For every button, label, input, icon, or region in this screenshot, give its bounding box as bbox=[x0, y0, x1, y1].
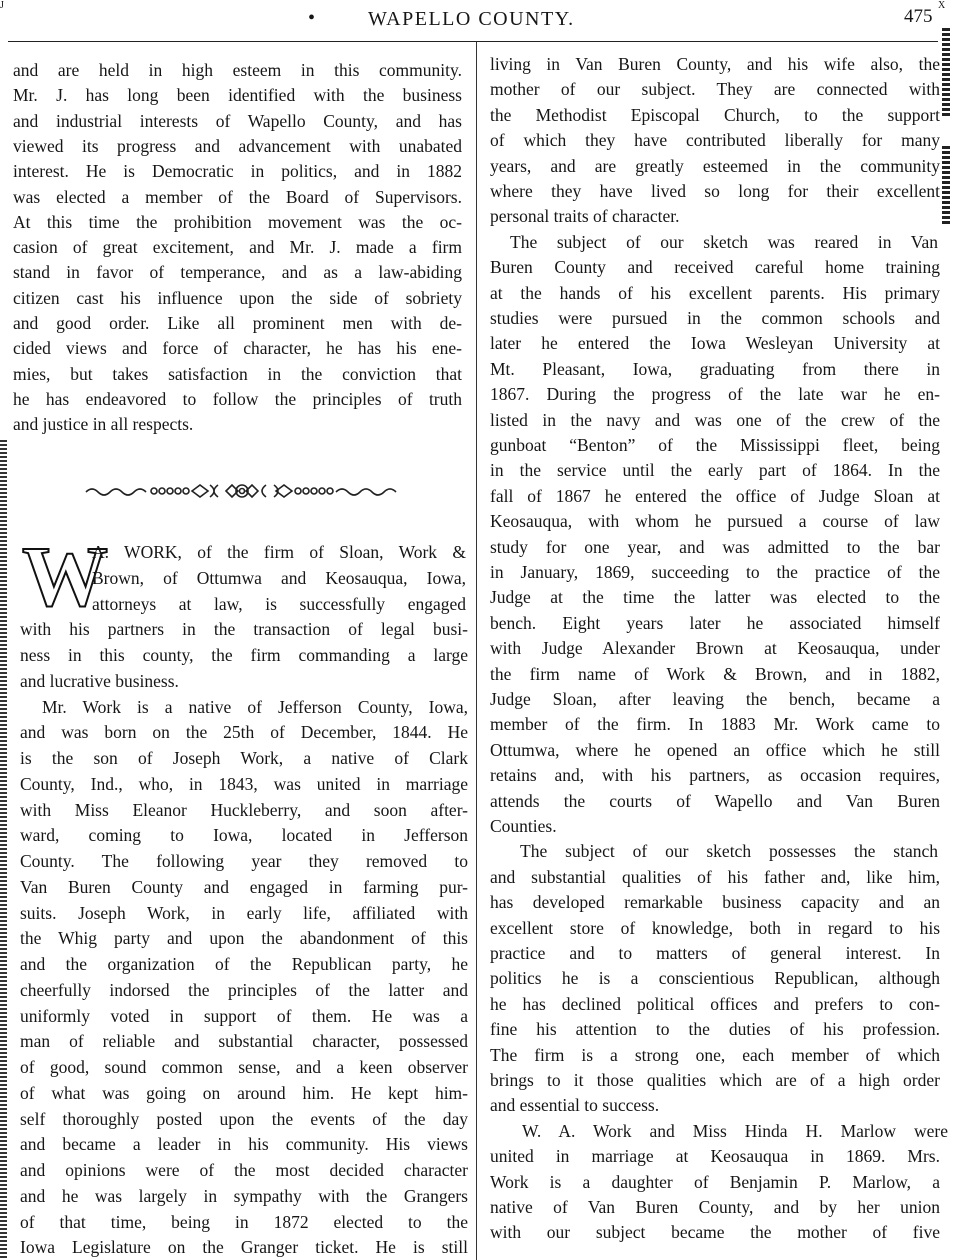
text-line: and lucrative business. bbox=[20, 670, 179, 691]
section-ornament-divider bbox=[84, 481, 400, 501]
text-line: the firm name of Work & Brown, and in 1882, bbox=[490, 663, 940, 684]
text-line: 1867. During the progress of the late war he en- bbox=[490, 384, 940, 405]
text-line: Judge Sloan, after leaving the bench, became a bbox=[490, 689, 940, 709]
text-line: and became a leader in his community. His views bbox=[20, 1134, 468, 1155]
text-line: A. WORK, of the firm of Sloan, Work & bbox=[92, 542, 466, 562]
text-line: is the son of Joseph Work, a native of Clark bbox=[20, 748, 468, 768]
binding-edge-right-upper bbox=[942, 28, 950, 118]
text-line: where they have lived so long for their excellent bbox=[490, 181, 940, 201]
text-line: Mt. Pleasant, Iowa, graduating from there in bbox=[490, 358, 940, 379]
text-line: and opinions were of the most decided character bbox=[20, 1160, 468, 1180]
text-line: he has declined political offices and prefers to con- bbox=[490, 993, 940, 1014]
text-line: interest. He is Democratic in politics, and in 1882 bbox=[13, 161, 462, 182]
header-rule bbox=[8, 41, 938, 42]
text-line: of which they have contributed liberally for many bbox=[490, 130, 940, 151]
text-line: Mr. Work is a native of Jefferson County, Iowa, bbox=[42, 696, 468, 717]
text-line: uniformly voted in support of them. He was a bbox=[20, 1005, 468, 1026]
text-line: Work is a daughter of Benjamin P. Marlow, a bbox=[490, 1171, 940, 1192]
text-line: and industrial interests of Wapello County, and has bbox=[13, 110, 462, 131]
text-line: attorneys at law, is successfully engaged bbox=[92, 593, 466, 614]
text-line: at the hands of his excellent parents. His primary bbox=[490, 282, 940, 303]
text-line: the Methodist Episcopal Church, to the support bbox=[490, 104, 940, 125]
text-line: in January, 1869, succeeding to the practice of the bbox=[490, 562, 940, 582]
text-line: The firm is a strong one, each member of which bbox=[490, 1044, 940, 1065]
text-line: County, Ind., who, in 1843, was united in marriage bbox=[20, 773, 468, 794]
corner-mark-left: J bbox=[0, 0, 4, 11]
text-line: years, and are greatly esteemed in the community bbox=[490, 155, 940, 176]
text-line: with Judge Alexander Brown at Keosauqua, under bbox=[490, 638, 940, 659]
header-dot: • bbox=[308, 7, 316, 29]
text-line: with his partners in the transaction of legal busi- bbox=[20, 619, 468, 640]
text-line: Judge at the time the latter was elected to the bbox=[490, 587, 940, 608]
text-line: stand in favor of temperance, and as a law-abiding bbox=[13, 262, 462, 283]
text-line: living in Van Buren County, and his wife also, the bbox=[490, 54, 940, 74]
text-line: Mr. J. has long been identified with the business bbox=[13, 85, 462, 106]
drop-cap-w: W bbox=[22, 528, 108, 624]
text-line: politics he is a conscientious Republican, although bbox=[490, 968, 940, 989]
text-line: ward, coming to Iowa, located in Jefferson bbox=[20, 825, 468, 846]
text-line: of good, sound common sense, and a keen observer bbox=[20, 1057, 468, 1077]
text-line: Buren County and received careful home training bbox=[490, 257, 940, 278]
text-line: mies, but takes satisfaction in the conviction that bbox=[13, 363, 462, 384]
text-line: has developed remarkable business capacity and an bbox=[490, 892, 940, 913]
text-line: native of Van Buren County, and by her union bbox=[490, 1197, 940, 1217]
text-line: bench. Eight years later he associated himself bbox=[490, 612, 940, 633]
text-line: and good order. Like all prominent men with de- bbox=[13, 313, 462, 333]
text-line: Brown, of Ottumwa and Keosauqua, Iowa, bbox=[92, 567, 466, 588]
text-line: listed in the navy and was one of the crew of the bbox=[490, 409, 940, 430]
text-line: self thoroughly posted upon the events of the day bbox=[20, 1108, 468, 1129]
text-line: casion of great excitement, and Mr. J. made a firm bbox=[13, 237, 462, 258]
text-line: of what was going on around him. He kept him- bbox=[20, 1082, 468, 1103]
text-line: At this time the prohibition movement was the oc- bbox=[13, 211, 462, 232]
text-line: gunboat “Benton” of the Mississippi fleet, being bbox=[490, 435, 940, 455]
text-line: and are held in high esteem in this community. bbox=[13, 60, 462, 80]
text-line: County. The following year they removed to bbox=[20, 851, 468, 871]
text-line: study for one year, and was admitted to the bar bbox=[490, 536, 940, 557]
text-line: brings to it those qualities which are of a high order bbox=[490, 1070, 940, 1090]
text-line: and justice in all respects. bbox=[13, 414, 194, 435]
text-line: was elected a member of the Board of Supervisors. bbox=[13, 186, 462, 207]
text-line: Ottumwa, where he opened an office which he still bbox=[490, 739, 940, 760]
text-line: and essential to success. bbox=[490, 1095, 660, 1116]
text-line: personal traits of character. bbox=[490, 206, 680, 227]
text-line: the Whig party and upon the abandonment of this bbox=[20, 928, 468, 949]
text-line: fall of 1867 he entered the office of Judge Sloan at bbox=[490, 485, 940, 506]
text-line: fine his attention to the duties of his profession. bbox=[490, 1019, 940, 1040]
text-line: W. A. Work and Miss Hinda H. Marlow were bbox=[522, 1120, 948, 1141]
text-line: united in marriage at Keosauqua in 1869. Mrs. bbox=[490, 1146, 940, 1167]
column-rule bbox=[476, 42, 477, 1260]
text-line: man of reliable and substantial character, possessed bbox=[20, 1031, 468, 1052]
text-line: Iowa Legislature on the Granger ticket. He is still bbox=[20, 1237, 468, 1258]
text-line: of that time, being in 1872 elected to the bbox=[20, 1211, 468, 1232]
text-line: and he was largely in sympathy with the Grangers bbox=[20, 1185, 468, 1206]
binding-edge-left bbox=[0, 440, 7, 1260]
text-line: later he entered the Iowa Wesleyan University at bbox=[490, 333, 940, 354]
text-line: retains and, with his partners, as occasion requires, bbox=[490, 765, 940, 786]
text-line: in the service until the early part of 1864. In the bbox=[490, 460, 940, 481]
text-line: and substantial qualities of his father and, like him, bbox=[490, 866, 940, 887]
text-line: mother of our subject. They are connected with bbox=[490, 79, 940, 100]
text-line: with Miss Eleanor Huckleberry, and soon after- bbox=[20, 799, 468, 820]
page-number: 475 bbox=[904, 6, 933, 27]
text-line: citizen cast his influence upon the side of sobriety bbox=[13, 287, 462, 308]
text-line: The subject of our sketch possesses the stanch bbox=[520, 841, 938, 862]
text-line: Van Buren County and engaged in farming pur- bbox=[20, 876, 468, 897]
text-line: attends the courts of Wapello and Van Buren bbox=[490, 790, 940, 811]
text-line: and the organization of the Republican party, he bbox=[20, 954, 468, 974]
text-line: cheerfully indorsed the principles of the latter and bbox=[20, 979, 468, 1000]
text-line: Keosauqua, with whom he pursued a course of law bbox=[490, 511, 940, 532]
text-line: excellent store of knowledge, both in regard to his bbox=[490, 917, 940, 938]
text-line: Counties. bbox=[490, 816, 557, 836]
text-line: ness in this county, the firm commanding a large bbox=[20, 645, 468, 665]
text-line: cided views and force of character, he has his ene- bbox=[13, 338, 462, 359]
text-line: suits. Joseph Work, in early life, affiliated with bbox=[20, 902, 468, 923]
binding-edge-right-lower bbox=[942, 146, 950, 226]
text-line: studies were pursued in the common schools and bbox=[490, 308, 940, 328]
corner-mark-right: X bbox=[938, 0, 946, 11]
running-title: WAPELLO COUNTY. bbox=[368, 8, 575, 30]
text-line: member of the firm. In 1883 Mr. Work came to bbox=[490, 714, 940, 735]
text-line: and was born on the 25th of December, 1844. He bbox=[20, 722, 468, 743]
text-line: practice and to matters of general interest. In bbox=[490, 943, 940, 963]
text-line: viewed its progress and advancement with unabated bbox=[13, 135, 462, 156]
text-line: The subject of our sketch was reared in Van bbox=[510, 231, 938, 252]
page-header bbox=[0, 0, 954, 40]
text-line: he has endeavored to follow the principles of truth bbox=[13, 388, 462, 409]
text-line: with our subject became the mother of five bbox=[490, 1222, 940, 1243]
